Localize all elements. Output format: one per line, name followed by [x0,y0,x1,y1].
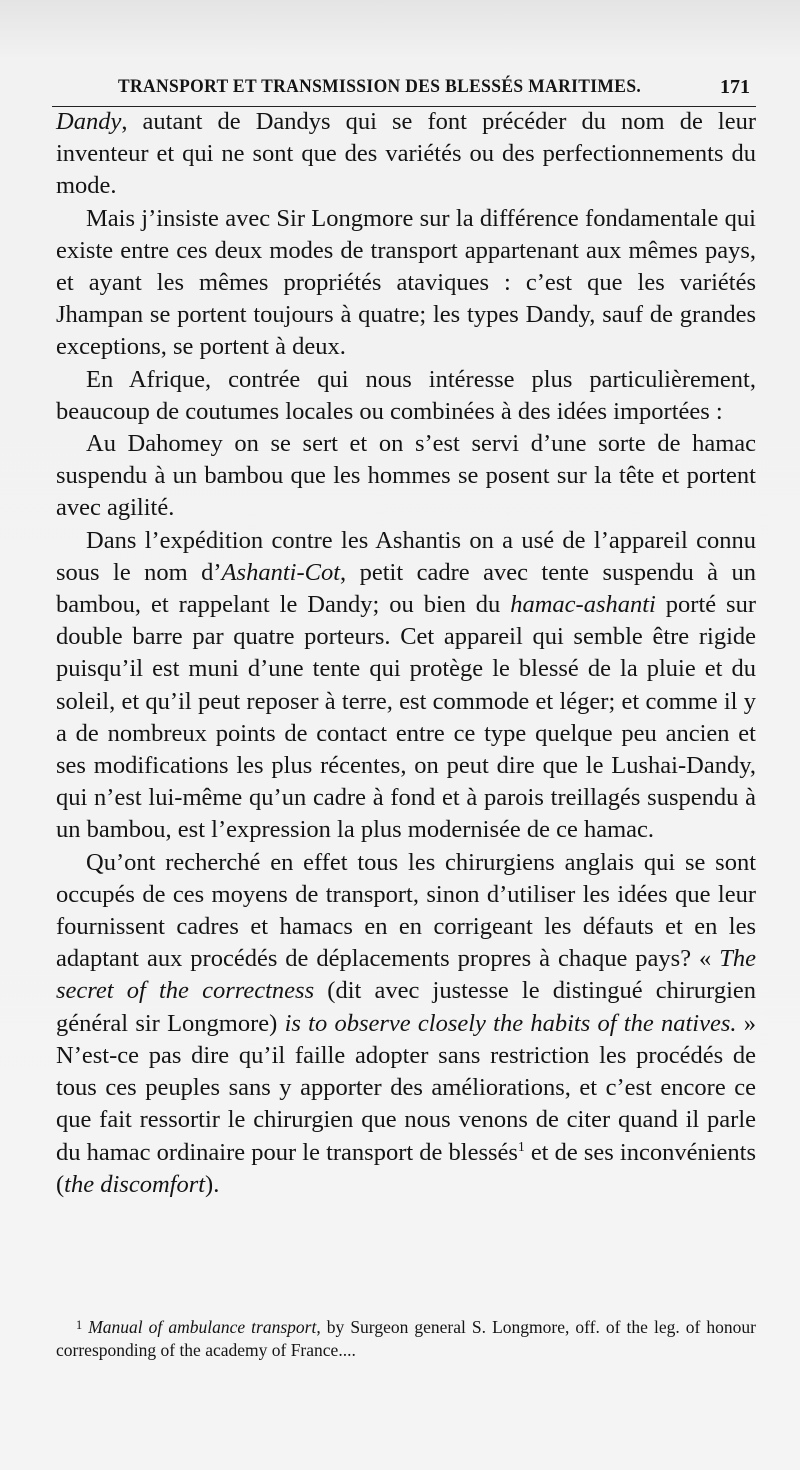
paragraph-text: et de ses inconvénients ( [56,1138,757,1198]
paragraph-text: , petit cadre avec tente suspendu à un bambou, et rappelant le Dandy; ou bien du [56,558,756,619]
italic-term: Ashanti-Cot [221,558,341,586]
paragraph-text: » N’est-ce pas dire qu’il faille adopter sans restriction les procédés de tous ces peuples sans y apporter des améliorations, et c’est encore ce que fait ressortir le chirurgien que nous venons de citer quand il parle du hamac ordinaire pour le transport de blessés [56,1009,757,1166]
italic-term: hamac-ashanti [510,591,656,619]
paragraph-text: ). [205,1170,220,1198]
page-number: 171 [720,76,750,98]
paragraph-text: , autant de Dandys qui se font précéder du nom de leur inventeur et qui ne sont que des variétés ou des perfectionnements du mode. [56,108,756,200]
paragraph-text: (dit avec justesse le distingué chirurgien général sir Longmore) [56,977,756,1037]
paragraph-1 [56,106,756,203]
footnote-text: , by Surgeon general S. Longmore, off. of the leg. of honour corresponding of the academy of France.... [56,1317,757,1360]
paragraph-text: Qu’ont recherché en effet tous les chirurgiens anglais qui se sont occupés de ces moyens de transport, sinon d’utiliser les idées que leur fournissent cadres et hamacs en en corrigeant les défauts et en les adaptant aux procédés de déplacements propres à chaque pays? « [56,848,756,973]
italic-term: the discomfort [64,1170,206,1198]
italic-quote: The secret of the correctness [56,945,756,1005]
body-text [56,106,756,1201]
paragraph-2: Mais j’insiste avec Sir Longmore sur la différence fondamentale qui existe entre ces deux modes de transport appartenant aux mêmes pays, et ayant les mêmes propriétés ataviques : c’est que les variétés Jhampan se portent toujours à quatre; les types Dandy, sauf de grandes exceptions, se portent à deux. [56,204,756,361]
paragraph-5 [56,525,756,847]
footnote-mark: 1 [76,1318,83,1332]
page-header [52,72,756,107]
footnote-paragraph [56,1316,756,1362]
footnote [56,1316,756,1362]
footnote-reference: 1 [517,1138,525,1154]
italic-quote: is to observe closely the habits of the natives. [284,1009,737,1037]
paragraph-6 [56,847,756,1201]
footnote-title: Manual of ambulance transport [88,1317,317,1337]
paragraph-text: Dans l’expédition contre les Ashantis on a usé de l’appareil connu sous le nom d’ [56,526,756,586]
running-head: TRANSPORT ET TRANSMISSION DES BLESSÉS MARITIMES. [118,76,642,97]
italic-term: Dandy [56,108,122,135]
paragraph-text: porté sur double barre par quatre porteurs. Cet appareil qui semble être rigide puisqu’il est muni d’une tente qui protège le blessé de la pluie et du soleil, et qu’il peut reposer à terre, est commode et léger; et comme il y a de nombreux points de contact entre ce type quelque peu ancien et ses modifications les plus récentes, on peut dire que le Lushai-Dandy, qui n’est lui-même qu’un cadre à fond et à parois treillagés suspendu à un bambou, est l’expression la plus modernisée de ce hamac. [56,591,756,844]
paragraph-4: Au Dahomey on se sert et on s’est servi d’une sorte de hamac suspendu à un bambou que les hommes se posent sur la tête et portent avec agilité. [56,430,756,522]
paragraph-3: En Afrique, contrée qui nous intéresse plus particulièrement, beaucoup de coutumes locales ou combinées à des idées importées : [56,365,756,425]
